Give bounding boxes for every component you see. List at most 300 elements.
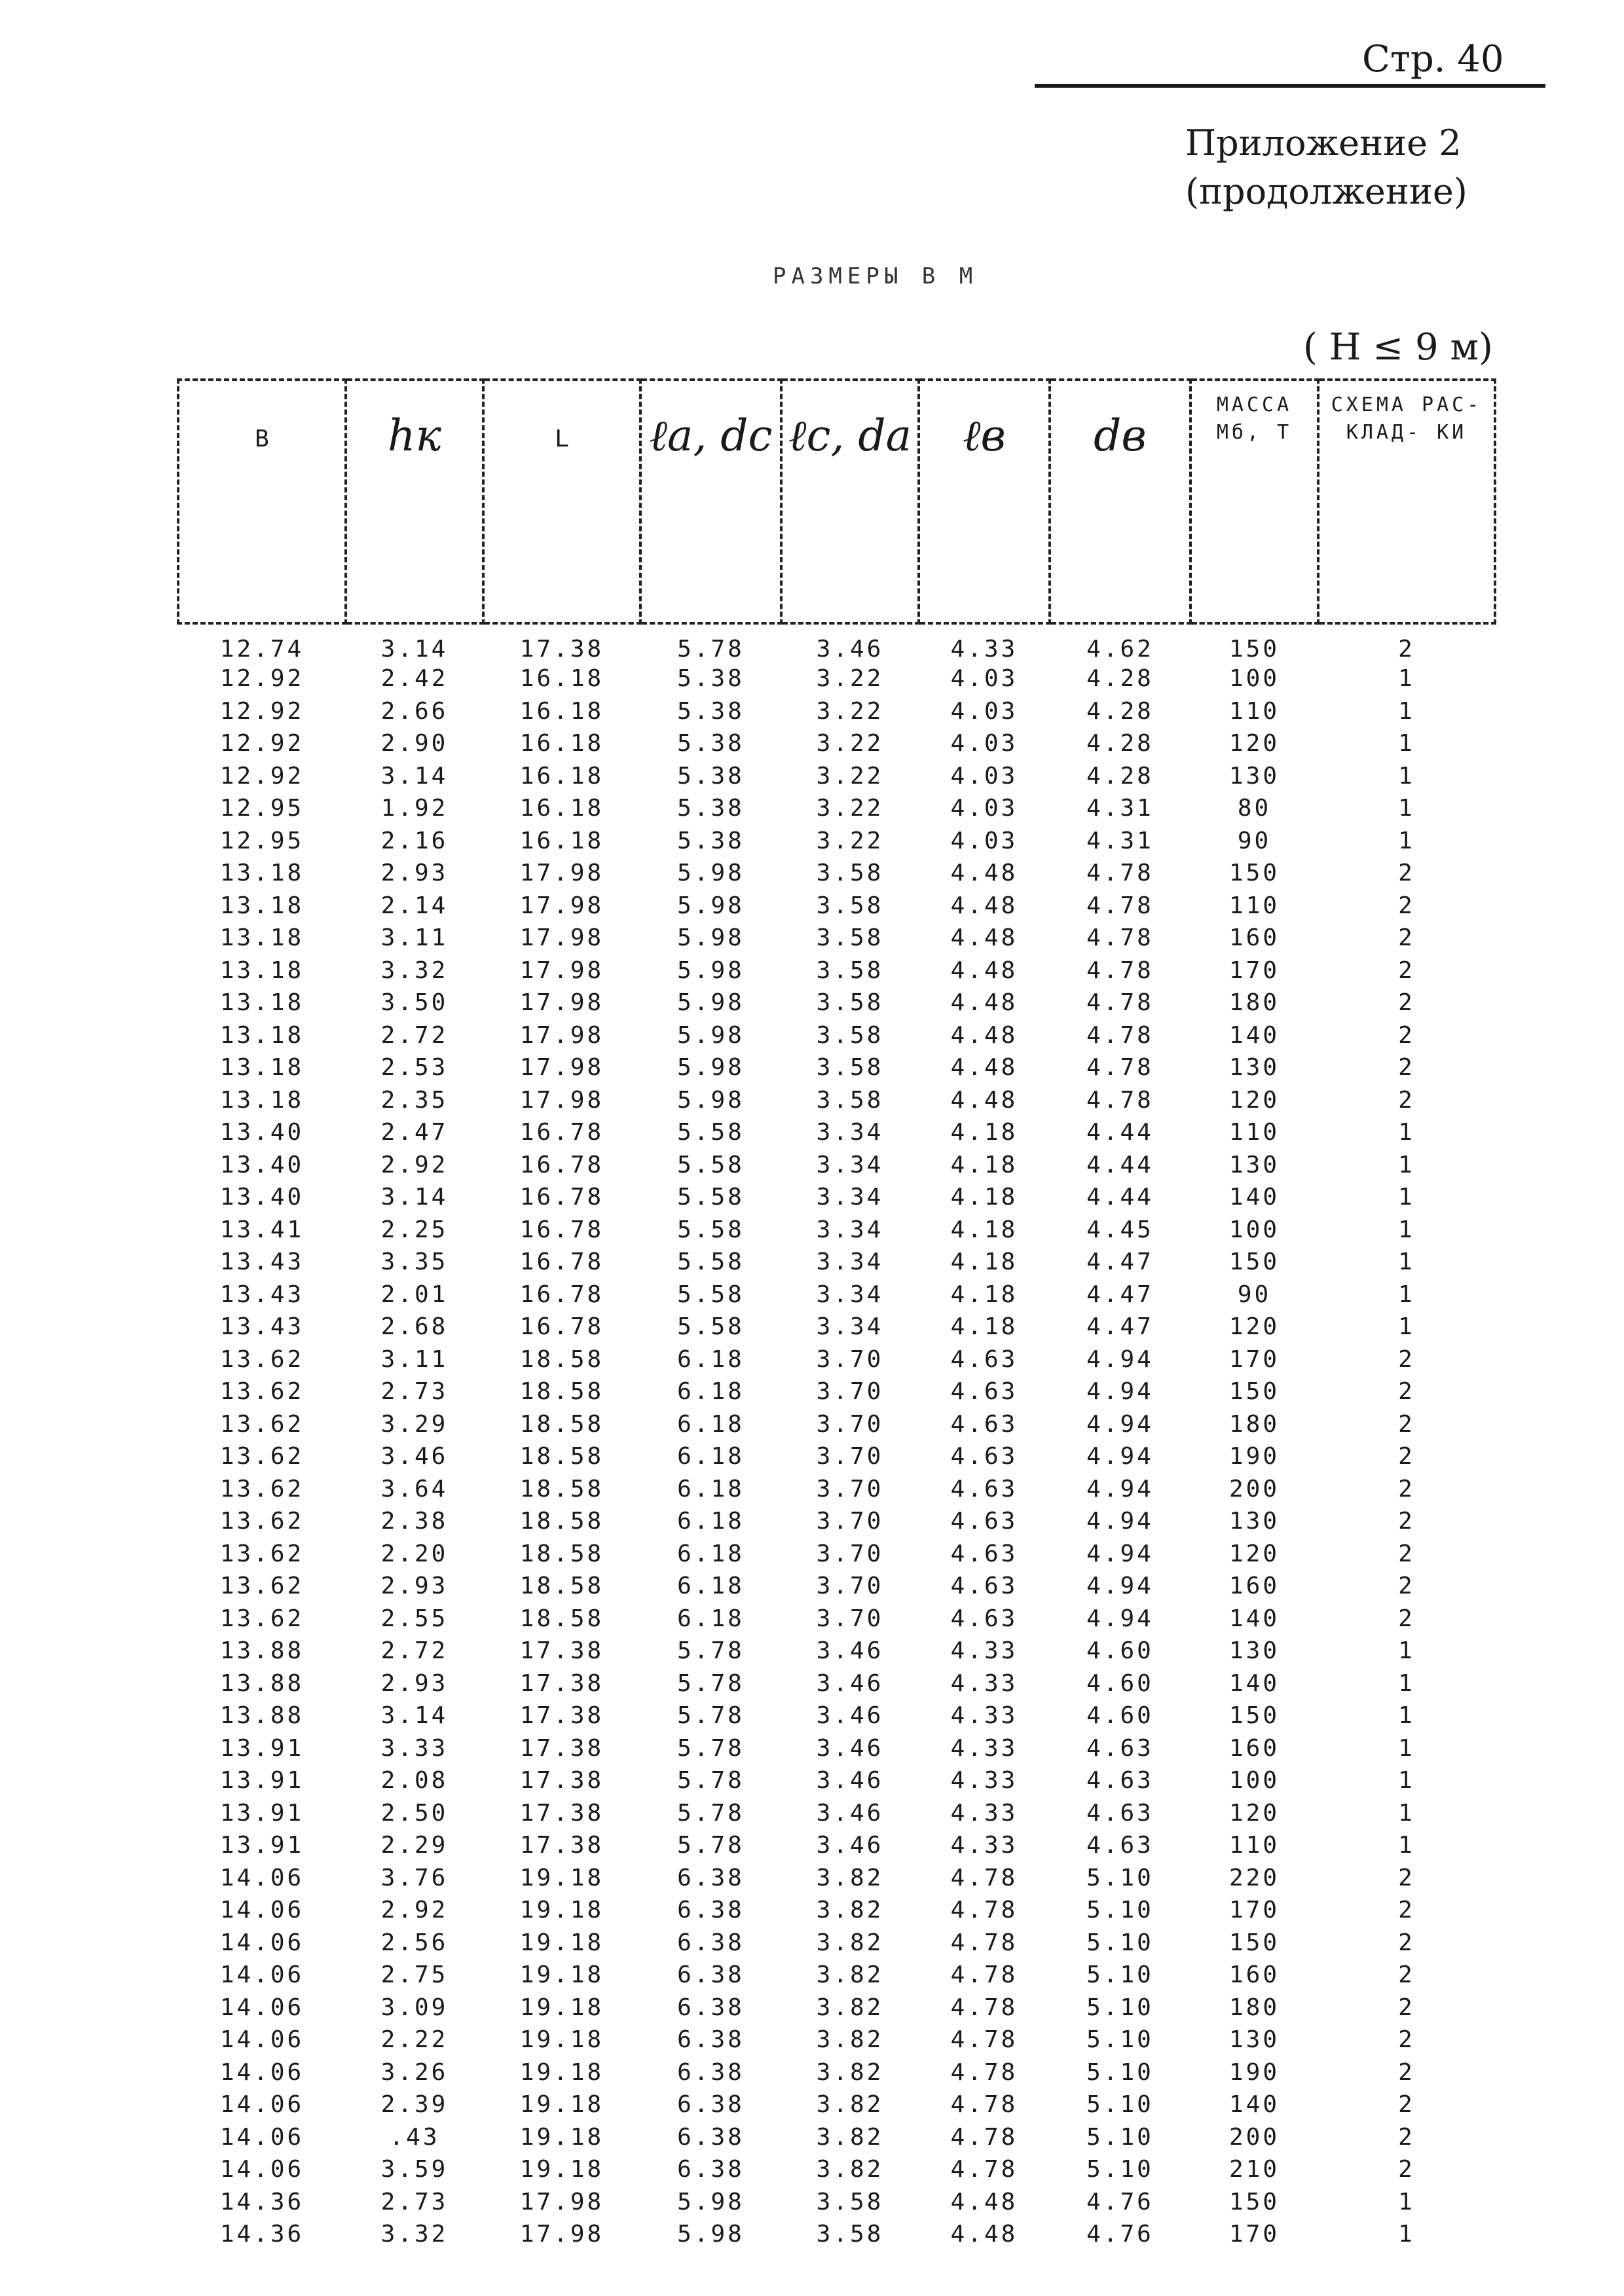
cell-b: 13.91 bbox=[219, 1832, 304, 1859]
cell-b: 13.18 bbox=[219, 1054, 304, 1082]
cell-b: 13.40 bbox=[219, 1119, 304, 1146]
cell-db: 4.47 bbox=[1086, 1281, 1154, 1308]
cell-lc-da: 3.70 bbox=[816, 1540, 884, 1567]
cell-lb: 4.48 bbox=[950, 2221, 1018, 2248]
cell-lb: 4.63 bbox=[950, 1378, 1018, 1406]
table-row bbox=[178, 1051, 1495, 1084]
cell-lc-da: 3.58 bbox=[816, 957, 884, 984]
cell-lb: 4.18 bbox=[950, 1248, 1018, 1276]
cell-db: 4.94 bbox=[1086, 1410, 1154, 1438]
cell-db: 4.44 bbox=[1086, 1184, 1154, 1211]
cell-mass: 100 bbox=[1228, 1767, 1280, 1795]
cell-b: 13.88 bbox=[219, 1637, 304, 1665]
cell-mass: 120 bbox=[1228, 730, 1280, 757]
cell-hk: 2.72 bbox=[380, 1637, 449, 1665]
cell-b: 13.43 bbox=[219, 1313, 304, 1341]
cell-la-dc: 6.38 bbox=[677, 2058, 745, 2086]
cell-scheme: 2 bbox=[1398, 1573, 1415, 1600]
cell-l: 19.18 bbox=[519, 1929, 604, 1956]
cell-la-dc: 5.98 bbox=[677, 924, 745, 952]
cell-la-dc: 5.78 bbox=[677, 1734, 745, 1762]
cell-b: 13.18 bbox=[219, 892, 304, 919]
cell-lc-da: 3.22 bbox=[816, 730, 884, 757]
table-row bbox=[178, 1959, 1495, 1992]
dimensions-table bbox=[177, 378, 1496, 2251]
cell-l: 16.18 bbox=[519, 762, 604, 790]
cell-lc-da: 3.70 bbox=[816, 1605, 884, 1632]
cell-la-dc: 6.18 bbox=[677, 1410, 745, 1438]
cell-mass: 200 bbox=[1228, 2123, 1280, 2151]
cell-b: 13.18 bbox=[219, 989, 304, 1017]
cell-hk: 2.92 bbox=[380, 1151, 449, 1178]
cell-b: 14.06 bbox=[219, 1864, 304, 1891]
cell-b: 13.18 bbox=[219, 1086, 304, 1114]
cell-lc-da: 3.82 bbox=[816, 1994, 884, 2021]
table-row bbox=[178, 1116, 1495, 1149]
cell-hk: 2.75 bbox=[380, 1961, 449, 1989]
cell-mass: 150 bbox=[1228, 860, 1280, 887]
cell-hk: 2.55 bbox=[380, 1605, 449, 1632]
cell-lb: 4.48 bbox=[950, 1021, 1018, 1049]
cell-lc-da: 3.58 bbox=[816, 2221, 884, 2248]
cell-l: 16.18 bbox=[519, 795, 604, 822]
cell-hk: 2.93 bbox=[380, 860, 449, 887]
cell-l: 18.58 bbox=[519, 1345, 604, 1373]
cell-l: 16.78 bbox=[519, 1119, 604, 1146]
cell-b: 12.92 bbox=[219, 762, 304, 790]
cell-b: 13.62 bbox=[219, 1475, 304, 1503]
table-row bbox=[178, 857, 1495, 890]
cell-db: 4.44 bbox=[1086, 1151, 1154, 1178]
cell-scheme: 1 bbox=[1398, 697, 1415, 725]
table-row bbox=[178, 760, 1495, 793]
cell-lc-da: 3.58 bbox=[816, 860, 884, 887]
cell-hk: 3.32 bbox=[380, 2221, 449, 2248]
cell-scheme: 2 bbox=[1398, 2026, 1415, 2054]
cell-scheme: 1 bbox=[1398, 1637, 1415, 1665]
table-body bbox=[178, 623, 1495, 2251]
cell-db: 4.45 bbox=[1086, 1216, 1154, 1243]
cell-hk: 2.14 bbox=[380, 892, 449, 919]
cell-lc-da: 3.34 bbox=[816, 1216, 884, 1243]
table-row bbox=[178, 1343, 1495, 1376]
cell-la-dc: 5.98 bbox=[677, 2188, 745, 2215]
cell-lc-da: 3.46 bbox=[816, 1832, 884, 1859]
cell-db: 5.10 bbox=[1086, 2156, 1154, 2183]
cell-db: 4.94 bbox=[1086, 1573, 1154, 1600]
cell-la-dc: 6.38 bbox=[677, 1897, 745, 1924]
cell-l: 17.98 bbox=[519, 924, 604, 952]
cell-lc-da: 3.82 bbox=[816, 1929, 884, 1956]
cell-scheme: 2 bbox=[1398, 636, 1415, 663]
cell-l: 17.38 bbox=[519, 636, 604, 663]
cell-lc-da: 3.46 bbox=[816, 1799, 884, 1827]
cell-scheme: 2 bbox=[1398, 1345, 1415, 1373]
cell-db: 4.47 bbox=[1086, 1313, 1154, 1341]
cell-hk: 2.38 bbox=[380, 1508, 449, 1535]
cell-b: 14.36 bbox=[219, 2188, 304, 2215]
cell-b: 14.06 bbox=[219, 2156, 304, 2183]
cell-mass: 80 bbox=[1237, 795, 1272, 822]
col-header-hk: hк bbox=[346, 380, 483, 623]
cell-b: 13.43 bbox=[219, 1281, 304, 1308]
cell-lc-da: 3.34 bbox=[816, 1313, 884, 1341]
cell-l: 19.18 bbox=[519, 1961, 604, 1989]
cell-scheme: 2 bbox=[1398, 860, 1415, 887]
table-row bbox=[178, 2024, 1495, 2056]
col-header-db: dв bbox=[1050, 380, 1190, 623]
cell-l: 18.58 bbox=[519, 1540, 604, 1567]
table-row bbox=[178, 1473, 1495, 1506]
cell-mass: 110 bbox=[1228, 892, 1280, 919]
cell-db: 5.10 bbox=[1086, 1897, 1154, 1924]
table-row bbox=[178, 1862, 1495, 1895]
cell-mass: 150 bbox=[1228, 1248, 1280, 1276]
table-row bbox=[178, 1440, 1495, 1473]
cell-lb: 4.48 bbox=[950, 2188, 1018, 2215]
cell-la-dc: 5.58 bbox=[677, 1151, 745, 1178]
cell-lc-da: 3.70 bbox=[816, 1508, 884, 1535]
cell-scheme: 2 bbox=[1398, 1864, 1415, 1891]
cell-hk: .43 bbox=[389, 2123, 440, 2151]
cell-mass: 110 bbox=[1228, 697, 1280, 725]
cell-mass: 190 bbox=[1228, 2058, 1280, 2086]
cell-la-dc: 6.38 bbox=[677, 1961, 745, 1989]
table-row bbox=[178, 1927, 1495, 1959]
cell-hk: 3.29 bbox=[380, 1410, 449, 1438]
cell-hk: 2.56 bbox=[380, 1929, 449, 1956]
cell-scheme: 2 bbox=[1398, 1021, 1415, 1049]
cell-scheme: 1 bbox=[1398, 1832, 1415, 1859]
cell-scheme: 2 bbox=[1398, 2123, 1415, 2151]
cell-db: 5.10 bbox=[1086, 2026, 1154, 2054]
cell-la-dc: 5.38 bbox=[677, 827, 745, 854]
cell-b: 14.06 bbox=[219, 2026, 304, 2054]
cell-scheme: 2 bbox=[1398, 924, 1415, 952]
cell-hk: 3.14 bbox=[380, 1184, 449, 1211]
table-row bbox=[178, 1376, 1495, 1408]
cell-scheme: 2 bbox=[1398, 1378, 1415, 1406]
cell-lb: 4.63 bbox=[950, 1345, 1018, 1373]
cell-lb: 4.78 bbox=[950, 2091, 1018, 2119]
cell-scheme: 1 bbox=[1398, 1669, 1415, 1697]
cell-db: 5.10 bbox=[1086, 1929, 1154, 1956]
cell-db: 4.28 bbox=[1086, 730, 1154, 757]
cell-la-dc: 5.98 bbox=[677, 892, 745, 919]
cell-lb: 4.33 bbox=[950, 1734, 1018, 1762]
cell-l: 18.58 bbox=[519, 1378, 604, 1406]
cell-mass: 140 bbox=[1228, 1184, 1280, 1211]
cell-lb: 4.63 bbox=[950, 1508, 1018, 1535]
table-row bbox=[178, 1732, 1495, 1765]
cell-b: 13.62 bbox=[219, 1345, 304, 1373]
cell-la-dc: 5.58 bbox=[677, 1119, 745, 1146]
table-row bbox=[178, 1700, 1495, 1732]
cell-la-dc: 6.38 bbox=[677, 2123, 745, 2151]
cell-l: 19.18 bbox=[519, 2026, 604, 2054]
cell-hk: 3.11 bbox=[380, 1345, 449, 1373]
cell-lc-da: 3.58 bbox=[816, 1054, 884, 1082]
cell-l: 18.58 bbox=[519, 1475, 604, 1503]
cell-mass: 130 bbox=[1228, 1637, 1280, 1665]
cell-db: 4.78 bbox=[1086, 860, 1154, 887]
cell-hk: 2.47 bbox=[380, 1119, 449, 1146]
cell-l: 19.18 bbox=[519, 1994, 604, 2021]
cell-l: 17.98 bbox=[519, 1086, 604, 1114]
table-row bbox=[178, 2056, 1495, 2089]
appendix-title bbox=[1185, 119, 1467, 216]
height-constraint-label: ( H ≤ 9 м) bbox=[1303, 326, 1493, 369]
cell-b: 13.18 bbox=[219, 860, 304, 887]
cell-scheme: 1 bbox=[1398, 1702, 1415, 1730]
cell-lb: 4.33 bbox=[950, 636, 1018, 663]
cell-db: 4.76 bbox=[1086, 2221, 1154, 2248]
cell-l: 18.58 bbox=[519, 1605, 604, 1632]
cell-scheme: 2 bbox=[1398, 1054, 1415, 1082]
table-row bbox=[178, 1894, 1495, 1927]
cell-lc-da: 3.82 bbox=[816, 2058, 884, 2086]
cell-b: 13.91 bbox=[219, 1767, 304, 1795]
cell-hk: 2.20 bbox=[380, 1540, 449, 1567]
table-row bbox=[178, 1667, 1495, 1700]
table-row bbox=[178, 2121, 1495, 2154]
cell-hk: 3.14 bbox=[380, 1702, 449, 1730]
cell-l: 17.98 bbox=[519, 892, 604, 919]
cell-lc-da: 3.22 bbox=[816, 697, 884, 725]
cell-l: 17.98 bbox=[519, 1021, 604, 1049]
cell-lc-da: 3.22 bbox=[816, 827, 884, 854]
cell-b: 12.92 bbox=[219, 730, 304, 757]
cell-lb: 4.63 bbox=[950, 1410, 1018, 1438]
table-header bbox=[178, 380, 1495, 623]
table-row bbox=[178, 2153, 1495, 2186]
cell-hk: 2.72 bbox=[380, 1021, 449, 1049]
cell-l: 16.78 bbox=[519, 1216, 604, 1243]
cell-hk: 2.93 bbox=[380, 1669, 449, 1697]
cell-la-dc: 5.98 bbox=[677, 860, 745, 887]
cell-lc-da: 3.70 bbox=[816, 1378, 884, 1406]
cell-db: 5.10 bbox=[1086, 2123, 1154, 2151]
cell-lb: 4.18 bbox=[950, 1119, 1018, 1146]
cell-scheme: 2 bbox=[1398, 1961, 1415, 1989]
cell-lc-da: 3.70 bbox=[816, 1345, 884, 1373]
cell-scheme: 2 bbox=[1398, 1540, 1415, 1567]
cell-lb: 4.03 bbox=[950, 730, 1018, 757]
cell-mass: 150 bbox=[1228, 1702, 1280, 1730]
cell-la-dc: 5.98 bbox=[677, 1086, 745, 1114]
cell-lc-da: 3.22 bbox=[816, 795, 884, 822]
cell-mass: 130 bbox=[1228, 1508, 1280, 1535]
cell-scheme: 1 bbox=[1398, 665, 1415, 693]
cell-lc-da: 3.82 bbox=[816, 2091, 884, 2119]
cell-la-dc: 6.38 bbox=[677, 1994, 745, 2021]
cell-la-dc: 5.38 bbox=[677, 795, 745, 822]
cell-lb: 4.48 bbox=[950, 1054, 1018, 1082]
cell-mass: 150 bbox=[1228, 1929, 1280, 1956]
col-header-lb: ℓв bbox=[919, 380, 1050, 623]
cell-l: 16.18 bbox=[519, 730, 604, 757]
cell-mass: 210 bbox=[1228, 2156, 1280, 2183]
cell-la-dc: 5.58 bbox=[677, 1248, 745, 1276]
cell-scheme: 1 bbox=[1398, 795, 1415, 822]
cell-lc-da: 3.34 bbox=[816, 1281, 884, 1308]
cell-db: 4.44 bbox=[1086, 1119, 1154, 1146]
cell-lb: 4.78 bbox=[950, 1929, 1018, 1956]
cell-l: 17.98 bbox=[519, 1054, 604, 1082]
cell-lb: 4.78 bbox=[950, 1864, 1018, 1891]
cell-la-dc: 6.18 bbox=[677, 1573, 745, 1600]
cell-lc-da: 3.82 bbox=[816, 1961, 884, 1989]
cell-lb: 4.33 bbox=[950, 1832, 1018, 1859]
cell-db: 4.78 bbox=[1086, 989, 1154, 1017]
cell-hk: 2.29 bbox=[380, 1832, 449, 1859]
cell-lc-da: 3.82 bbox=[816, 2156, 884, 2183]
cell-scheme: 2 bbox=[1398, 1410, 1415, 1438]
cell-db: 4.31 bbox=[1086, 795, 1154, 822]
cell-db: 4.63 bbox=[1086, 1734, 1154, 1762]
cell-l: 19.18 bbox=[519, 1864, 604, 1891]
cell-la-dc: 6.18 bbox=[677, 1443, 745, 1470]
cell-la-dc: 6.38 bbox=[677, 2026, 745, 2054]
cell-db: 5.10 bbox=[1086, 2058, 1154, 2086]
cell-l: 17.98 bbox=[519, 860, 604, 887]
cell-hk: 3.26 bbox=[380, 2058, 449, 2086]
cell-lb: 4.18 bbox=[950, 1216, 1018, 1243]
cell-l: 16.78 bbox=[519, 1248, 604, 1276]
cell-l: 17.38 bbox=[519, 1734, 604, 1762]
cell-la-dc: 5.78 bbox=[677, 1799, 745, 1827]
cell-mass: 120 bbox=[1228, 1086, 1280, 1114]
cell-hk: 2.93 bbox=[380, 1573, 449, 1600]
cell-lc-da: 3.58 bbox=[816, 1086, 884, 1114]
table-row bbox=[178, 1408, 1495, 1441]
appendix-title-line1: Приложение 2 bbox=[1185, 122, 1462, 164]
table-row bbox=[178, 1311, 1495, 1343]
cell-b: 12.95 bbox=[219, 827, 304, 854]
cell-l: 17.98 bbox=[519, 989, 604, 1017]
table-row bbox=[178, 1181, 1495, 1214]
cell-l: 19.18 bbox=[519, 1897, 604, 1924]
cell-scheme: 1 bbox=[1398, 1281, 1415, 1308]
cell-l: 16.78 bbox=[519, 1151, 604, 1178]
cell-mass: 170 bbox=[1228, 957, 1280, 984]
cell-lb: 4.18 bbox=[950, 1281, 1018, 1308]
cell-db: 4.28 bbox=[1086, 665, 1154, 693]
cell-l: 18.58 bbox=[519, 1410, 604, 1438]
cell-hk: 3.32 bbox=[380, 957, 449, 984]
col-header-lc-da: ℓc, da bbox=[781, 380, 919, 623]
cell-la-dc: 5.58 bbox=[677, 1184, 745, 1211]
table-row bbox=[178, 2186, 1495, 2219]
cell-hk: 2.16 bbox=[380, 827, 449, 854]
cell-lc-da: 3.58 bbox=[816, 924, 884, 952]
cell-l: 17.38 bbox=[519, 1702, 604, 1730]
cell-mass: 140 bbox=[1228, 1605, 1280, 1632]
cell-mass: 160 bbox=[1228, 1573, 1280, 1600]
cell-lb: 4.48 bbox=[950, 989, 1018, 1017]
page-number: Стр. 40 bbox=[1362, 38, 1504, 81]
table-row bbox=[178, 1149, 1495, 1182]
cell-mass: 150 bbox=[1228, 636, 1280, 663]
cell-hk: 3.11 bbox=[380, 924, 449, 952]
cell-mass: 100 bbox=[1228, 1216, 1280, 1243]
cell-b: 14.06 bbox=[219, 2091, 304, 2119]
cell-scheme: 2 bbox=[1398, 2156, 1415, 2183]
cell-mass: 200 bbox=[1228, 1475, 1280, 1503]
cell-db: 4.94 bbox=[1086, 1378, 1154, 1406]
cell-lb: 4.03 bbox=[950, 762, 1018, 790]
cell-mass: 130 bbox=[1228, 762, 1280, 790]
table-row bbox=[178, 1797, 1495, 1830]
cell-l: 19.18 bbox=[519, 2123, 604, 2151]
cell-lb: 4.33 bbox=[950, 1799, 1018, 1827]
cell-hk: 2.25 bbox=[380, 1216, 449, 1243]
cell-la-dc: 6.38 bbox=[677, 1929, 745, 1956]
cell-db: 4.94 bbox=[1086, 1443, 1154, 1470]
cell-db: 4.60 bbox=[1086, 1637, 1154, 1665]
cell-l: 19.18 bbox=[519, 2058, 604, 2086]
cell-mass: 170 bbox=[1228, 1897, 1280, 1924]
cell-la-dc: 5.98 bbox=[677, 989, 745, 1017]
table-row bbox=[178, 1764, 1495, 1797]
cell-hk: 2.73 bbox=[380, 1378, 449, 1406]
cell-db: 4.78 bbox=[1086, 924, 1154, 952]
cell-db: 5.10 bbox=[1086, 1961, 1154, 1989]
cell-lc-da: 3.58 bbox=[816, 892, 884, 919]
cell-hk: 3.59 bbox=[380, 2156, 449, 2183]
cell-scheme: 1 bbox=[1398, 730, 1415, 757]
cell-mass: 100 bbox=[1228, 665, 1280, 693]
cell-b: 12.92 bbox=[219, 697, 304, 725]
cell-hk: 2.73 bbox=[380, 2188, 449, 2215]
cell-l: 19.18 bbox=[519, 2156, 604, 2183]
cell-l: 18.58 bbox=[519, 1573, 604, 1600]
cell-scheme: 2 bbox=[1398, 2091, 1415, 2119]
cell-mass: 160 bbox=[1228, 1961, 1280, 1989]
cell-lb: 4.78 bbox=[950, 2156, 1018, 2183]
cell-db: 4.76 bbox=[1086, 2188, 1154, 2215]
cell-la-dc: 5.98 bbox=[677, 2221, 745, 2248]
cell-l: 17.98 bbox=[519, 2188, 604, 2215]
cell-scheme: 1 bbox=[1398, 1119, 1415, 1146]
table-row bbox=[178, 1992, 1495, 2024]
cell-mass: 160 bbox=[1228, 924, 1280, 952]
cell-hk: 3.33 bbox=[380, 1734, 449, 1762]
cell-lc-da: 3.22 bbox=[816, 762, 884, 790]
cell-l: 17.38 bbox=[519, 1832, 604, 1859]
cell-hk: 3.64 bbox=[380, 1475, 449, 1503]
cell-hk: 2.53 bbox=[380, 1054, 449, 1082]
table-row bbox=[178, 695, 1495, 728]
cell-db: 5.10 bbox=[1086, 2091, 1154, 2119]
col-header-scheme: СХЕМА РАС- КЛАД- КИ bbox=[1318, 380, 1495, 623]
cell-la-dc: 5.78 bbox=[677, 1669, 745, 1697]
cell-scheme: 2 bbox=[1398, 892, 1415, 919]
cell-lc-da: 3.34 bbox=[816, 1151, 884, 1178]
cell-lc-da: 3.46 bbox=[816, 636, 884, 663]
cell-la-dc: 6.18 bbox=[677, 1508, 745, 1535]
cell-hk: 2.68 bbox=[380, 1313, 449, 1341]
cell-lc-da: 3.46 bbox=[816, 1734, 884, 1762]
cell-hk: 3.14 bbox=[380, 636, 449, 663]
cell-scheme: 1 bbox=[1398, 1767, 1415, 1795]
table-row bbox=[178, 1279, 1495, 1311]
cell-db: 4.28 bbox=[1086, 762, 1154, 790]
cell-b: 14.36 bbox=[219, 2221, 304, 2248]
cell-b: 12.74 bbox=[219, 636, 304, 663]
cell-mass: 130 bbox=[1228, 1151, 1280, 1178]
cell-lb: 4.63 bbox=[950, 1443, 1018, 1470]
